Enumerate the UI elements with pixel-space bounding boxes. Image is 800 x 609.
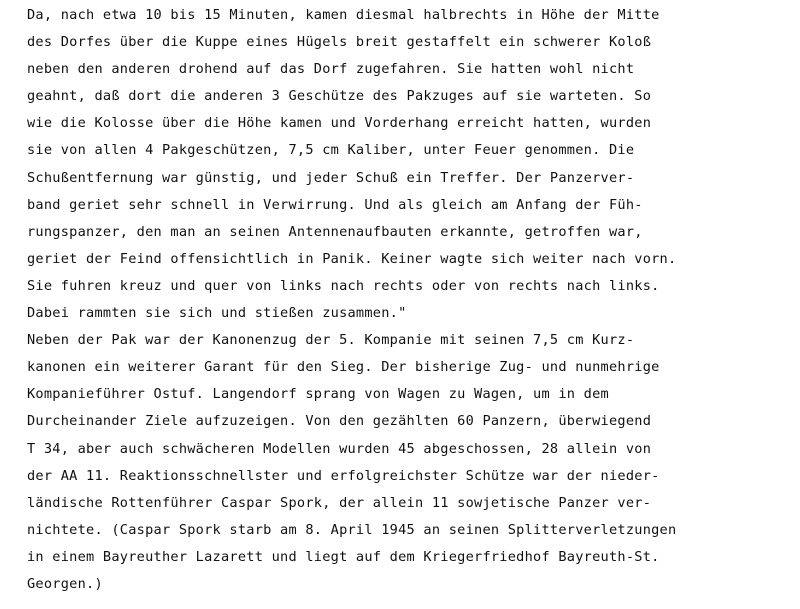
text-line: geriet der Feind offensichtlich in Panik. Keiner wagte sich weiter nach vorn. (27, 250, 677, 267)
text-line: Da, nach etwa 10 bis 15 Minuten, kamen diesmal halbrechts in Höhe der Mitte (27, 7, 660, 23)
text-line: des Dorfes über die Kuppe eines Hügels breit gestaffelt ein schwerer Koloß (27, 34, 652, 51)
body-text (27, 2, 787, 598)
text-line: ländische Rottenführer Caspar Spork, der allein 11 sowjetische Panzer ver- (27, 494, 652, 511)
text-line: T 34, aber auch schwächeren Modellen wurden 45 abgeschossen, 28 allein von (27, 440, 652, 457)
text-line: neben den anderen drohend auf das Dorf zugefahren. Sie hatten wohl nicht (27, 61, 635, 78)
text-line: geahnt, daß dort die anderen 3 Geschütze des Pakzuges auf sie warteten. So (27, 88, 652, 105)
text-line: nichtete. (Caspar Spork starb am 8. April 1945 an seinen Splitterverletzungen (27, 521, 677, 538)
text-line: kanonen ein weiterer Garant für den Sieg. Der bisherige Zug- und nunmehrige (27, 359, 660, 376)
text-line: rungspanzer, den man an seinen Antennenaufbauten erkannte, getroffen war, (27, 223, 643, 240)
text-line: band geriet sehr schnell in Verwirrung. Und als gleich am Anfang der Füh- (27, 196, 643, 213)
text-line: Georgen.) (27, 575, 103, 592)
text-line: Dabei rammten sie sich und stießen zusammen." (27, 305, 407, 322)
text-line: wie die Kolosse über die Höhe kamen und Vorderhang erreicht hatten, wurden (27, 115, 652, 132)
text-line: Sie fuhren kreuz und quer von links nach rechts oder von rechts nach links. (27, 277, 660, 294)
text-line: Schußentfernung war günstig, und jeder Schuß ein Treffer. Der Panzerver- (27, 169, 635, 186)
text-line: sie von allen 4 Pakgeschützen, 7,5 cm Kaliber, unter Feuer genommen. Die (27, 142, 635, 159)
text-line: Durcheinander Ziele aufzuzeigen. Von den gezählten 60 Panzern, überwiegend (27, 413, 652, 430)
text-line: Kompanieführer Ostuf. Langendorf sprang von Wagen zu Wagen, um in dem (27, 386, 609, 403)
text-line: in einem Bayreuther Lazarett und liegt auf dem Kriegerfriedhof Bayreuth-St. (27, 548, 660, 565)
text-line: der AA 11. Reaktionsschnellster und erfolgreichster Schütze war der nieder- (27, 467, 660, 484)
text-line: Neben der Pak war der Kanonenzug der 5. Kompanie mit seinen 7,5 cm Kurz- (27, 332, 635, 349)
